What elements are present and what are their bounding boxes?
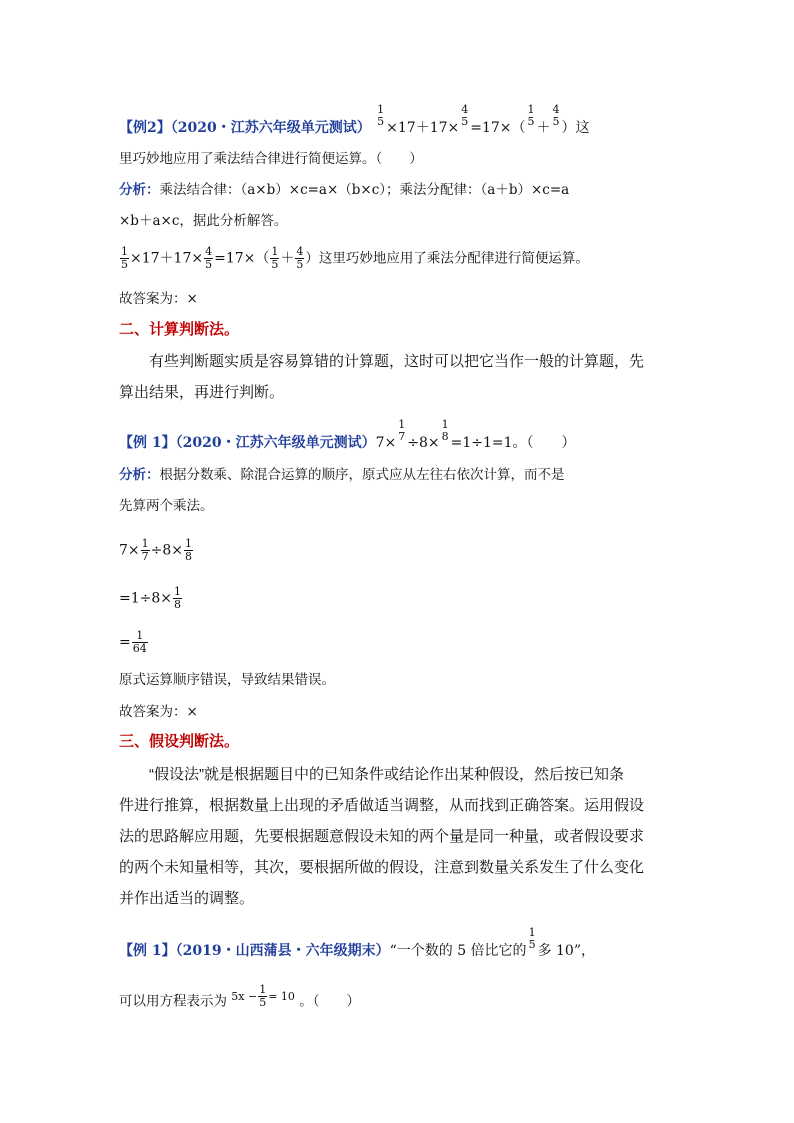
ex1a-step2-frac: $\frac{1}{8}$ xyxy=(174,585,182,611)
ex2-e-frac-4: $\frac{4}{5}$ xyxy=(296,245,304,271)
ex1a-analysis-line1 xyxy=(119,465,704,485)
ex1b-eq-frac: $\frac{1}{5}$ xyxy=(259,983,267,1009)
ex1a-conclusion: 原式运算顺序错误，导致结果错误。 xyxy=(119,672,335,688)
ex2-frac-2: 4 5 xyxy=(461,103,469,128)
ex2-expr-1: ×17＋17× xyxy=(386,120,460,136)
ex2-analysis-line2: ×b＋a×c，据此分析解答。 xyxy=(119,213,288,229)
ex1a-source: （2020・江苏六年级单元测试） xyxy=(175,435,376,451)
ex1a-answer: 故答案为：× xyxy=(119,704,198,720)
section3-title: 三、假设判断法。 xyxy=(119,732,240,750)
ex2-tail: ）这 xyxy=(561,120,590,136)
ex1a-step-1: 7× $\frac{1}{7}$ ÷8× $\frac{1}{8}$ xyxy=(119,537,193,563)
ex2-e-frac-1: $\frac{1}{5}$ xyxy=(121,245,128,271)
ex1a-question xyxy=(119,418,704,455)
ex2-e-tail: ）这里巧妙地应用了乘法分配律进行简便运算。 xyxy=(305,250,589,267)
ex2-e-plus: ＋ xyxy=(280,250,295,267)
ex1a-analysis-label: 分析： xyxy=(119,467,160,483)
ex2-frac-3: 1 5 xyxy=(527,103,535,128)
ex2-analysis-line1 xyxy=(119,180,704,200)
ex2-plus: ＋ xyxy=(536,120,551,136)
ex1b-text-a: “一个数的 5 倍比它的 xyxy=(389,943,527,959)
ex1a-analysis-text1: 根据分数乘、除混合运算的顺序，原式应从左往右依次计算，而不是 xyxy=(159,467,565,483)
ex1a-analysis-line2: 先算两个乘法。 xyxy=(119,498,214,514)
ex1a-expr-a: 7× xyxy=(375,435,397,451)
section2-title: 二、计算判断法。 xyxy=(119,320,240,338)
ex2-question-line2: 里巧妙地应用了乘法结合律进行简便运算。（ ） xyxy=(119,151,423,167)
ex1b-label: 【例 1】 xyxy=(119,943,176,959)
ex2-expr-2: =17×（ xyxy=(470,120,526,136)
ex2-label: 【例2】 xyxy=(119,120,171,136)
ex2-analysis-label: 分析： xyxy=(119,182,160,198)
ex1a-step3-frac: $\frac{1}{64}$ xyxy=(132,629,147,655)
ex1b-question-line1 xyxy=(119,926,704,963)
section3-para-line1: “假设法”就是根据题目中的已知条件或结论作出某种假设，然后按已知条 xyxy=(149,766,624,783)
ex2-e-expr-2: =17×（ xyxy=(214,250,270,267)
ex2-question-line1 xyxy=(119,103,704,140)
ex2-e-expr-1: ×17＋17× xyxy=(130,250,204,267)
ex1a-step1-frac-1: $\frac{1}{7}$ xyxy=(141,537,149,563)
ex1a-step-2: =1÷8× $\frac{1}{8}$ xyxy=(119,585,182,611)
ex1a-step1-frac-2: $\frac{1}{8}$ xyxy=(185,537,193,563)
section3-para-line5: 并作出适当的调整。 xyxy=(119,890,255,907)
ex1a-step-3: = $\frac{1}{64}$ xyxy=(119,629,147,655)
ex2-source: （2020・江苏六年级单元测试） xyxy=(170,120,371,136)
ex2-e-frac-3: $\frac{1}{5}$ xyxy=(271,245,279,271)
section2-para-line1: 有些判断题实质是容易算错的计算题，这时可以把它当作一般的计算题，先 xyxy=(149,353,645,370)
ex1b-frac: 1 5 xyxy=(528,926,536,951)
ex2-e-frac-2: $\frac{4}{5}$ xyxy=(205,245,213,271)
section3-para-line3: 法的思路解应用题，先要根据题意假设未知的两个量是同一种量，或者假设要求 xyxy=(119,828,645,845)
ex1b-question-line2 xyxy=(119,983,704,1015)
section3-para-line4: 的两个未知量相等，其次，要根据所做的假设，注意到数量关系发生了什么变化 xyxy=(119,859,645,876)
ex1b-line2-a: 可以用方程表示为 xyxy=(119,993,227,1010)
ex1b-equation: 5x − 1 5 = 10 xyxy=(231,983,295,1009)
ex1a-frac-2: 1 8 xyxy=(441,418,449,443)
ex2-frac-4: 4 5 xyxy=(552,103,560,128)
ex2-analysis-text1: 乘法结合律：（a×b）×c=a×（b×c）；乘法分配律：（a＋b）×c=a xyxy=(159,182,570,198)
section2-para-line2: 算出结果，再进行判断。 xyxy=(119,384,285,401)
ex2-explanation xyxy=(119,246,704,271)
ex1a-label: 【例 1】 xyxy=(119,435,176,451)
section3-para-line2: 件进行推算，根据数量上出现的矛盾做适当调整，从而找到正确答案。运用假设 xyxy=(119,797,645,814)
ex2-frac-1: 1 5 xyxy=(377,103,385,128)
ex2-answer: 故答案为：× xyxy=(119,291,198,307)
ex1a-expr-b: ÷8× xyxy=(407,435,440,451)
ex1b-text-b: 多 10”， xyxy=(537,943,595,959)
ex1b-line2-b: 。（ ） xyxy=(299,993,360,1010)
ex1a-expr-c: =1÷1=1。（ ） xyxy=(450,435,576,451)
ex1b-source: （2019・山西蒲县・六年级期末） xyxy=(175,943,390,959)
ex1a-frac-1: 1 7 xyxy=(398,418,406,443)
